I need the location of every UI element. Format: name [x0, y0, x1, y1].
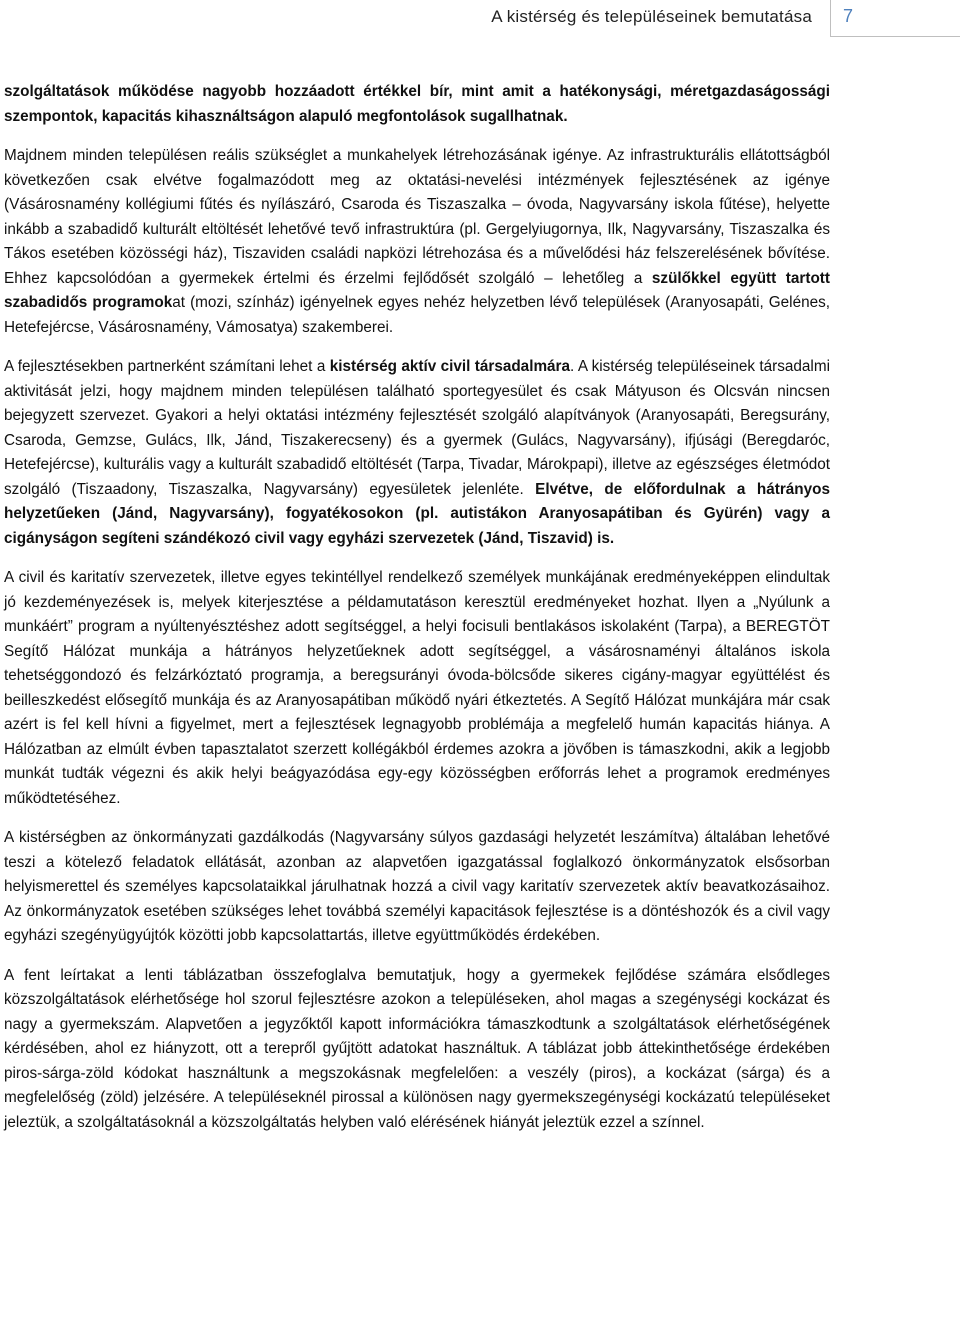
- text-run: A civil és karitatív szervezetek, illetve egyes tekintéllyel rendelkező személyek munkájának eredményeképpen elindultak jó kezdeményezések is, melyek kiterjesztése a példamutatáson keresztül eredményeket hozhat. Ilyen a „Nyúlunk a munkáért” program a nyúltenyésztéshez adott segítséggel, a helyi focisuli bentlakásos iskolaként (Tarpa), a BEREGTÖT Segítő Hálózat munkája a hátrányos helyzetűeknek adott segítséggel, a vásárosnaményi általános iskola tehetséggondozó és felzárkóztató programja, a beregsurányi óvoda-bölcsőde sikeres cigány-magyar együttélést és beilleszkedést elősegítő munkája és az Aranyosapátiban működő nyári étkeztetés. A Segítő Hálózat munkájára már csak azért is fel kell hívni a figyelmet, mert a fejlesztések legnagyobb problémája a megfelelő humán kapacitás hiánya. A Hálózatban az elmúlt évben tapasztalatot szerzett kollégákból érdemes azokra a jövőben is támaszkodni, akik a legjobb munkát tudták végezni és akik helyi beágyazódása egy-egy közösségben erőforrás lehet a programok eredményes működtetéséhez.: [4, 569, 830, 807]
- text-run: kistérség aktív civil társadalmára: [329, 358, 571, 375]
- document-body: [4, 80, 830, 1135]
- text-run: at (mozi, színház) igényelnek egyes nehéz helyzetben lévő települések (Aranyosapáti, Gelénes, Hetefejércse, Vásárosnamény, Vámosatya) szakemberei.: [4, 294, 831, 336]
- paragraph-1: [4, 80, 830, 129]
- paragraph-5: [4, 826, 830, 949]
- text-run: A fent leírtakat a lenti táblázatban összefoglalva bemutatjuk, hogy a gyermekek fejlődése számára elsődleges közszolgáltatások elérhetősége hol szorul fejlesztésre azokon a településeken, ahol magas a szegénységi kockázat és nagy a gyermekszám. Alapvetően a jegyzőktől kapott információkra támaszkodtunk a szolgáltatások elérhetőségének kérdésében, ahol ez hiányzott, ott a terepről gyűjtött adatokat használtuk. A táblázat jobb áttekinthetősége érdekében piros-sárga-zöld kódokat használtunk a megszokásnak megfelelően: a veszély (piros), a kockázat (sárga) és a megfelelőség (zöld) jelzésére. A településeknél pirossal a különösen nagy gyermekszegénységi kockázatú településeket jeleztük, a szolgáltatásoknál a közszolgáltatás helyben való elérésének hiányát jeleztük ezzel a színnel.: [4, 966, 830, 1131]
- page-number-box: [830, 0, 960, 37]
- text-run: szolgáltatások működése nagyobb hozzáadott értékkel bír, mint amit a hatékonysági, méretgazdaságossági szempontok, kapacitás kihasználtságon alapuló megfontolások sugallhatnak.: [4, 83, 830, 125]
- page-number: 7: [843, 6, 854, 26]
- text-run: . A kistérség településeinek társadalmi aktivitását jelzi, hogy majdnem minden településen található sportegyesület és csak Mátyuson és Olcsván nincsen bejegyzett szervezet. Gyakori a helyi oktatási intézmény fejlesztését szolgáló alapítványok (Aranyosapáti, Beregsurány, Csaroda, Gemzse, Gulács, Ilk, Jánd, Tiszakerecseny) és a gyermek (Gulács, Nagyvarsány), ifjúsági (Beregdaróc, Hetefejércse), kulturális vagy a kulturált szabadidő eltöltését (Tarpa, Tivadar, Márokpapi), illetve az egészséges életmódot szolgáló (Tiszaadony, Tiszaszalka, Nagyvarsány) egyesületek jelenléte.: [4, 358, 830, 498]
- text-run: Majdnem minden településen reális szükséglet a munkahelyek létrehozásának igénye. Az infrastrukturális ellátottságból következően csak elvétve fogalmazódott meg az oktatási-nevelési intézmények fejlesztésének az igénye (Vásárosnamény kollégiumi fűtés és nyílászáró, Csaroda és Tiszaszalka – óvoda, Nagyvarsány iskola fűtése), helyette inkább a szabadidő kulturált eltöltését lehetővé tevő infrastruktúra (pl. Gergelyiugornya, Ilk, Nagyvarsány, Tiszaszalka és Tákos esetében közösségi ház), Tiszaviden családi napközi létrehozása és a művelődési ház felszerelésének bővítése. Ehhez kapcsolódóan a gyermekek értelmi és érzelmi fejlődősét szolgáló – lehetőleg a: [4, 147, 830, 287]
- text-run: A fejlesztésekben partnerként számítani lehet a: [4, 358, 330, 375]
- page-header: [0, 0, 960, 37]
- paragraph-4: [4, 566, 830, 811]
- text-run: A kistérségben az önkormányzati gazdálkodás (Nagyvarsány súlyos gazdasági helyzetét leszámítva) általában lehetővé teszi a kötelező feladatok ellátását, azonban az alapvetően igazgatással foglalkozó önkormányzatok elsősorban helyismerettel és személyes kapcsolataikkal járulhatnak hozzá a civil vagy karitatív szervezetek aktív beavatkozásaihoz. Az önkormányzatok esetében szükséges lehet továbbá személyi kapacitások fejlesztése is a döntéshozók és a civil vagy egyházi szegényügyújtók közötti jobb kapcsolattartás, illetve együttműködés érdekében.: [4, 829, 830, 944]
- paragraph-6: [4, 964, 830, 1136]
- running-title: A kistérség és településeinek bemutatása: [491, 7, 812, 26]
- paragraph-2: [4, 144, 830, 340]
- text-run: Elvétve, de előfordulnak a hátrányos helyzetűeken (Jánd, Nagyvarsány), fogyatékosokon (pl. autistákon Aranyosapátiban és Gyürén) vagy a cigányságon segíteni szándékozó civil vagy egyházi szervezetek (Jánd, Tiszavid) is.: [4, 480, 830, 547]
- text-run: szülőkkel együtt tartott szabadidős programok: [4, 269, 830, 311]
- paragraph-3: [4, 355, 830, 551]
